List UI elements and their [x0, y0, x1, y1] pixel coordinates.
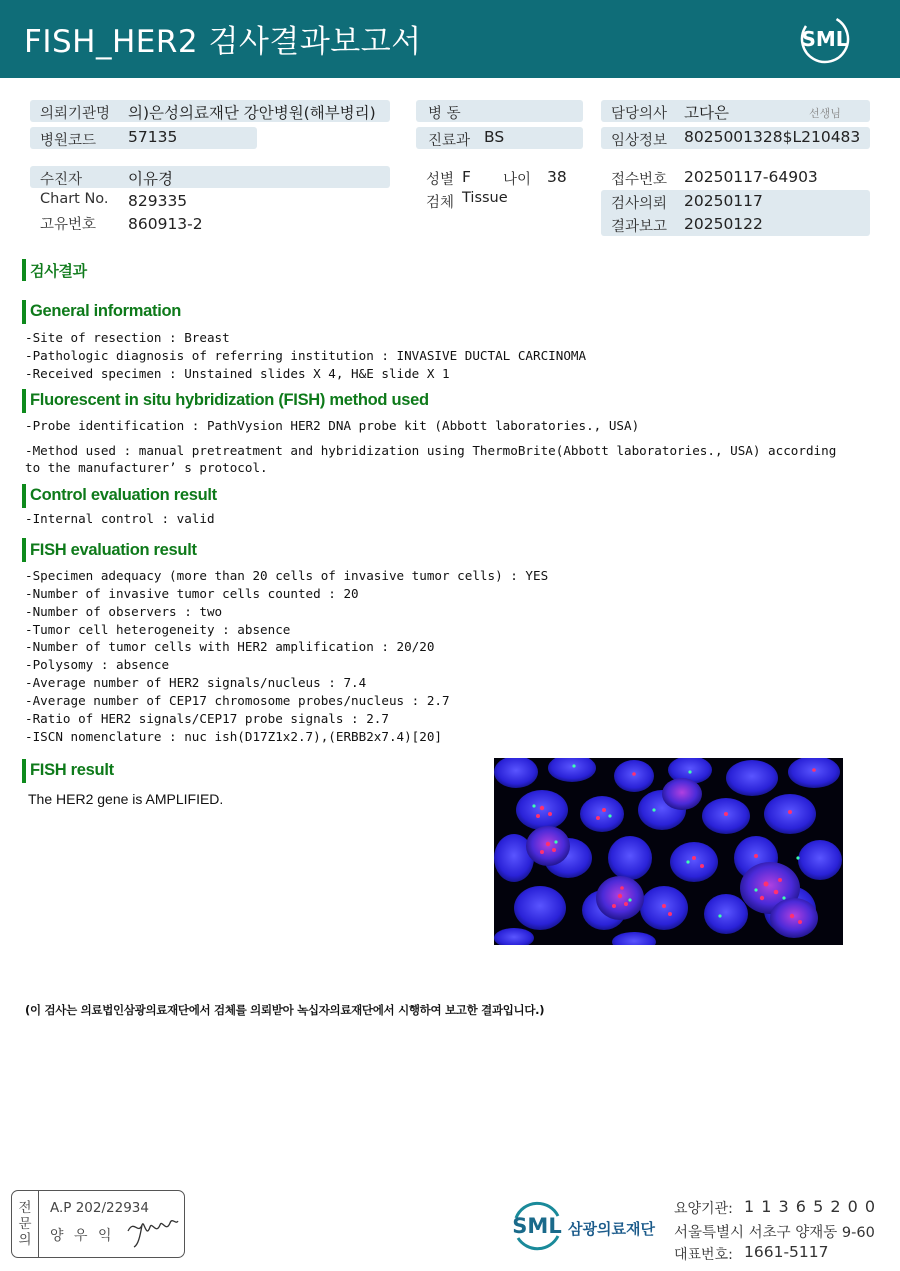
method-bar: [22, 389, 26, 413]
method-title: Fluorescent in situ hybridization (FISH) method used: [30, 391, 429, 409]
institution-value: 의)은성의료재단 강안병원(해부병리): [128, 104, 376, 122]
footer-sml-logo: [508, 1198, 566, 1254]
doctor-suffix: 선생님: [809, 107, 841, 120]
eval-line: -Tumor cell heterogeneity : absence: [25, 622, 291, 637]
method-line: -Probe identification : PathVysion HER2 DNA probe kit (Abbott laboratories., USA): [25, 418, 640, 433]
footnote: (이 검사는 의료법인삼광의료재단에서 검체를 의뢰받아 녹십자의료재단에서 시행하여 보고한 결과입니다.): [25, 1003, 545, 1017]
eval-line: -ISCN nomenclature : nuc ish(D17Z1x2.7),(ERBB2x7.4)[20]: [25, 729, 443, 744]
general-line: -Pathologic diagnosis of referring institution : INVASIVE DUCTAL CARCINOMA: [25, 348, 587, 363]
eval-title: FISH evaluation result: [30, 541, 197, 559]
sml-logo: [799, 13, 851, 65]
clinical-value: 8025001328$L210483: [684, 128, 861, 146]
hospital-code-value: 57135: [128, 128, 178, 146]
result-bar: [22, 759, 26, 783]
receipt-label: 접수번호: [611, 172, 668, 188]
patient-label: 수진자: [40, 172, 83, 188]
doctor-value: 고다은: [684, 104, 729, 122]
phone-label: 대표번호:: [674, 1247, 733, 1263]
results-heading: 검사결과: [30, 263, 87, 280]
eval-line: -Polysomy : absence: [25, 657, 170, 672]
general-bar: [22, 300, 26, 324]
report-date-label: 결과보고: [611, 219, 668, 235]
footer-org-name: 삼광의료재단: [568, 1220, 655, 1238]
control-bar: [22, 484, 26, 508]
logo-text: SML: [801, 27, 849, 51]
age-value: 38: [547, 168, 567, 186]
id-value: 860913-2: [128, 215, 203, 233]
signature-icon: [124, 1205, 180, 1249]
hospital-code-label: 병원코드: [40, 133, 97, 149]
patient-value: 이유경: [128, 170, 173, 188]
eval-line: -Number of observers : two: [25, 604, 223, 619]
report-date-value: 20250122: [684, 215, 763, 233]
dept-value: BS: [484, 128, 505, 146]
pathologist-stamp: [11, 1190, 185, 1258]
patient-row: [30, 166, 390, 188]
stamp-char: 의: [18, 1232, 32, 1248]
control-line: -Internal control : valid: [25, 511, 215, 526]
stamp-name: 양 우 익: [50, 1228, 115, 1244]
clinical-label: 임상정보: [611, 133, 668, 149]
method-line: to the manufacturer’ s protocol.: [25, 460, 268, 475]
general-line: -Received specimen : Unstained slides X 4, H&E slide X 1: [25, 366, 450, 381]
eval-bar: [22, 538, 26, 562]
age-label: 나이: [503, 172, 532, 188]
result-title: FISH result: [30, 761, 114, 779]
report-title: FISH_HER2 검사결과보고서: [24, 24, 422, 60]
care-label: 요양기관:: [674, 1201, 733, 1217]
result-text: The HER2 gene is AMPLIFIED.: [28, 791, 224, 807]
specimen-value: Tissue: [462, 190, 508, 206]
sex-label: 성별: [426, 172, 455, 188]
eval-line: -Number of tumor cells with HER2 amplification : 20/20: [25, 639, 435, 654]
eval-line: -Ratio of HER2 signals/CEP17 probe signals : 2.7: [25, 711, 389, 726]
doctor-label: 담당의사: [611, 106, 668, 122]
report-header: [0, 0, 900, 78]
sex-value: F: [462, 168, 471, 186]
id-label: 고유번호: [40, 217, 97, 233]
request-label: 검사의뢰: [611, 196, 668, 212]
receipt-value: 20250117-64903: [684, 168, 818, 186]
eval-line: -Average number of CEP17 chromosome probes/nucleus : 2.7: [25, 693, 450, 708]
control-title: Control evaluation result: [30, 486, 217, 504]
chart-label: Chart No.: [40, 191, 109, 207]
general-line: -Site of resection : Breast: [25, 330, 230, 345]
footer-address: 서울특별시 서초구 양재동 9-60: [674, 1225, 875, 1241]
stamp-char: 문: [18, 1216, 32, 1232]
specimen-label: 검체: [426, 195, 455, 211]
fish-microscopy-image: [494, 758, 843, 945]
chart-value: 829335: [128, 192, 188, 210]
institution-label: 의뢰기관명: [40, 106, 111, 122]
results-heading-bar: [22, 259, 26, 281]
request-value: 20250117: [684, 192, 763, 210]
eval-line: -Specimen adequacy (more than 20 cells of invasive tumor cells) : YES: [25, 568, 549, 583]
stamp-license: A.P 202/22934: [50, 1200, 149, 1216]
dept-label: 진료과: [428, 133, 471, 149]
phone-value: 1661-5117: [744, 1243, 829, 1261]
footer-logo-text: SML: [512, 1214, 562, 1238]
stamp-char: 전: [18, 1200, 32, 1216]
general-title: General information: [30, 302, 182, 320]
method-line: -Method used : manual pretreatment and hybridization using ThermoBrite(Abbott laboratories., USA) according: [25, 443, 837, 458]
stamp-side-label: [12, 1191, 39, 1257]
ward-label: 병 동: [428, 106, 461, 122]
eval-line: -Number of invasive tumor cells counted : 20: [25, 586, 359, 601]
care-code: 1 1 3 6 5 2 0 0: [744, 1197, 877, 1216]
eval-line: -Average number of HER2 signals/nucleus : 7.4: [25, 675, 367, 690]
